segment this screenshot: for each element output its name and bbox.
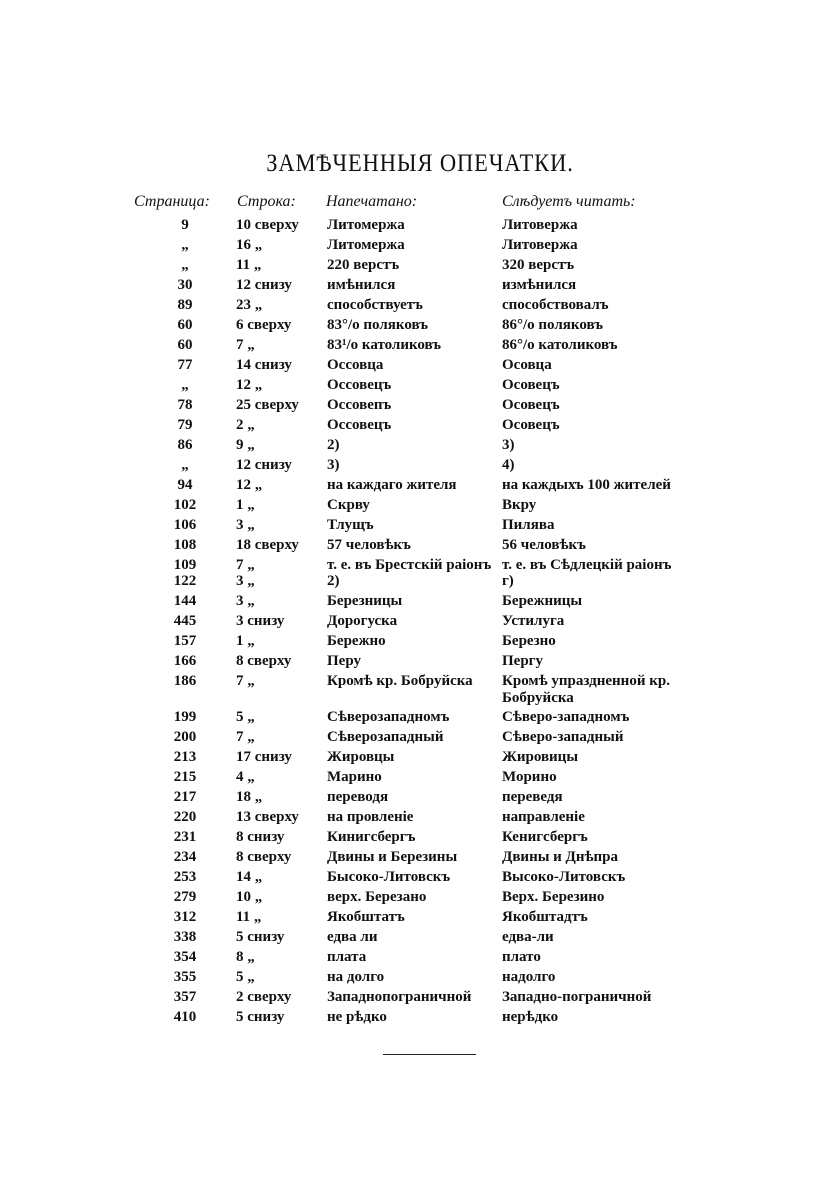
row-page: 109	[173, 557, 197, 573]
table-row	[0, 572, 840, 592]
row-page: 9	[181, 217, 189, 233]
table-row	[0, 456, 840, 476]
row-line: 2 „	[236, 417, 255, 433]
row-correct: Осовца	[502, 357, 552, 373]
row-page: 231	[173, 829, 197, 845]
row-page: 234	[173, 849, 197, 865]
row-printed: на каждаго жителя	[327, 477, 457, 493]
row-correct: направленіе	[502, 809, 585, 825]
row-printed: Березницы	[327, 593, 403, 609]
table-row	[0, 612, 840, 632]
row-correct: Сѣверо-западномъ	[502, 709, 630, 725]
row-printed: Сѣверозападномъ	[327, 709, 450, 725]
row-correct: нерѣдко	[502, 1009, 559, 1025]
row-page: 410	[173, 1009, 197, 1025]
row-printed: Двины и Березины	[327, 849, 458, 865]
table-row	[0, 516, 840, 536]
row-line: 17 снизу	[236, 749, 292, 765]
row-page: 200	[173, 729, 197, 745]
row-printed: Кромѣ кр. Бобруйска	[327, 673, 473, 689]
row-line: 8 снизу	[236, 829, 285, 845]
table-row	[0, 748, 840, 768]
table-row	[0, 316, 840, 336]
row-page: 122	[173, 573, 197, 589]
row-page: 106	[173, 517, 197, 533]
table-row	[0, 672, 840, 708]
row-page: 79	[177, 417, 193, 433]
table-row	[0, 536, 840, 556]
row-printed: Марино	[327, 769, 382, 785]
row-correct: Осовецъ	[502, 397, 560, 413]
table-row	[0, 988, 840, 1008]
row-line: 11 „	[236, 257, 262, 273]
row-printed: Кинигсбергъ	[327, 829, 416, 845]
row-page: 213	[173, 749, 197, 765]
row-correct: Березно	[502, 633, 556, 649]
row-correct: Осовецъ	[502, 417, 560, 433]
table-row	[0, 216, 840, 236]
row-correct: Устилуга	[502, 613, 565, 629]
row-correct: едва-ли	[502, 929, 554, 945]
row-correct: Морино	[502, 769, 557, 785]
row-correct: Якобштадтъ	[502, 909, 588, 925]
header-correct: Слѣдуетъ читать:	[502, 193, 636, 210]
row-line: 12 „	[236, 477, 263, 493]
row-line: 7 „	[236, 337, 255, 353]
row-page: 77	[177, 357, 193, 373]
row-correct: Высоко-Литовскъ	[502, 869, 626, 885]
row-page: 354	[173, 949, 197, 965]
table-row	[0, 848, 840, 868]
row-page: 166	[173, 653, 197, 669]
row-printed: Оссовепъ	[327, 397, 392, 413]
row-printed: Перу	[327, 653, 361, 669]
row-correct: надолго	[502, 969, 556, 985]
row-printed: Бережно	[327, 633, 386, 649]
table-row	[0, 556, 840, 572]
row-line: 14 „	[236, 869, 263, 885]
row-printed: 3)	[327, 457, 340, 473]
row-page: 89	[177, 297, 193, 313]
row-correct: Сѣверо-западный	[502, 729, 624, 745]
table-row	[0, 708, 840, 728]
row-page: 338	[173, 929, 197, 945]
table-row	[0, 356, 840, 376]
row-line: 18 „	[236, 789, 263, 805]
row-line: 7 „	[236, 729, 255, 745]
row-printed: плата	[327, 949, 367, 965]
row-correct: Осовецъ	[502, 377, 560, 393]
table-row	[0, 276, 840, 296]
row-correct: 56 человѣкъ	[502, 537, 586, 553]
row-printed: не рѣдко	[327, 1009, 387, 1025]
row-printed: 2)	[327, 573, 340, 589]
row-page: 217	[173, 789, 197, 805]
row-page: 144	[173, 593, 197, 609]
row-printed: т. е. въ Брестскiй раіонъ	[327, 557, 492, 573]
row-printed: Дорогуска	[327, 613, 398, 629]
row-line: 1 „	[236, 633, 255, 649]
row-line: 8 „	[236, 949, 255, 965]
row-printed: Скрву	[327, 497, 370, 513]
errata-table	[0, 216, 840, 1028]
row-correct: Литовержа	[502, 237, 578, 253]
row-correct: 4)	[502, 457, 515, 473]
row-page: 220	[173, 809, 197, 825]
table-row	[0, 828, 840, 848]
row-line: 1 „	[236, 497, 255, 513]
row-line: 12 снизу	[236, 457, 292, 473]
header-page: Страница:	[134, 193, 210, 210]
row-line: 18 сверху	[236, 537, 299, 553]
table-row	[0, 768, 840, 788]
row-line: 8 сверху	[236, 653, 292, 669]
table-row	[0, 868, 840, 888]
table-row	[0, 396, 840, 416]
row-printed: 220 верстъ	[327, 257, 400, 273]
row-correct: Верх. Березино	[502, 889, 605, 905]
row-line: 16 „	[236, 237, 263, 253]
row-printed: верх. Березано	[327, 889, 427, 905]
row-printed: 2)	[327, 437, 340, 453]
row-printed: Оссовца	[327, 357, 384, 373]
row-printed: имѣнился	[327, 277, 396, 293]
row-page: „	[181, 257, 189, 273]
row-line: 2 сверху	[236, 989, 292, 1005]
table-header	[0, 193, 840, 215]
table-row	[0, 436, 840, 456]
row-printed: Якобштатъ	[327, 909, 405, 925]
table-row	[0, 928, 840, 948]
row-correct: Бережницы	[502, 593, 583, 609]
table-row	[0, 968, 840, 988]
table-row	[0, 336, 840, 356]
row-line: 3 снизу	[236, 613, 285, 629]
table-row	[0, 592, 840, 612]
row-page: 199	[173, 709, 197, 725]
row-correct: 3)	[502, 437, 515, 453]
row-correct: 86°/о католиковъ	[502, 337, 618, 353]
row-correct: переведя	[502, 789, 563, 805]
row-printed: переводя	[327, 789, 389, 805]
row-line: 12 снизу	[236, 277, 292, 293]
row-page: 312	[173, 909, 197, 925]
row-page: 186	[173, 673, 197, 689]
row-page: 86	[177, 437, 193, 453]
table-row	[0, 256, 840, 276]
row-correct: 320 верстъ	[502, 257, 575, 273]
row-correct: Западно-пограничной	[502, 989, 652, 1005]
table-row	[0, 728, 840, 748]
row-printed: способствуетъ	[327, 297, 423, 313]
table-row	[0, 496, 840, 516]
row-correct: Двины и Днѣпра	[502, 849, 619, 865]
header-line: Строка:	[237, 193, 296, 210]
row-line: 14 снизу	[236, 357, 292, 373]
table-row	[0, 1008, 840, 1028]
row-page: 60	[177, 317, 193, 333]
row-page: „	[181, 377, 189, 393]
table-row	[0, 908, 840, 928]
row-page: 94	[177, 477, 193, 493]
row-printed: Жировцы	[327, 749, 395, 765]
table-row	[0, 416, 840, 436]
row-line: 25 сверху	[236, 397, 299, 413]
row-line: 4 „	[236, 769, 255, 785]
row-page: 102	[173, 497, 197, 513]
row-printed: едва ли	[327, 929, 378, 945]
row-printed: 57 человѣкъ	[327, 537, 411, 553]
row-page: 60	[177, 337, 193, 353]
row-correct: плато	[502, 949, 541, 965]
row-page: „	[181, 237, 189, 253]
row-correct: Жировицы	[502, 749, 579, 765]
row-line: 10 „	[236, 889, 263, 905]
row-correct: способствовалъ	[502, 297, 609, 313]
row-correct: Пергу	[502, 653, 543, 669]
table-row	[0, 236, 840, 256]
row-line: 5 снизу	[236, 929, 285, 945]
row-line: 6 сверху	[236, 317, 292, 333]
table-row	[0, 788, 840, 808]
table-row	[0, 376, 840, 396]
row-correct: 86°/о поляковъ	[502, 317, 603, 333]
row-correct: Пилява	[502, 517, 555, 533]
row-line: 5 „	[236, 969, 255, 985]
row-line: 5 „	[236, 709, 255, 725]
row-printed: на провленіе	[327, 809, 414, 825]
row-page: 355	[173, 969, 197, 985]
row-page: 157	[173, 633, 197, 649]
row-line: 7 „	[236, 673, 255, 689]
table-row	[0, 888, 840, 908]
row-page: 30	[177, 277, 193, 293]
row-printed: Западнопограничной	[327, 989, 472, 1005]
row-correct: измѣнился	[502, 277, 577, 293]
row-correct: Литовержа	[502, 217, 578, 233]
header-printed: Напечатано:	[326, 193, 418, 210]
row-line: 3 „	[236, 593, 255, 609]
row-line: 3 „	[236, 517, 255, 533]
row-page: 279	[173, 889, 197, 905]
row-line: 9 „	[236, 437, 255, 453]
row-page: 78	[177, 397, 193, 413]
row-correct: т. е. въ Сѣдлецкiй раіонъ	[502, 557, 672, 573]
row-printed: 83¹/о католиковъ	[327, 337, 442, 353]
row-line: 7 „	[236, 557, 255, 573]
row-line: 23 „	[236, 297, 263, 313]
table-row	[0, 652, 840, 672]
row-correct: г)	[502, 573, 514, 589]
table-row	[0, 808, 840, 828]
row-page: 108	[173, 537, 197, 553]
table-row	[0, 296, 840, 316]
row-printed: 83°/о поляковъ	[327, 317, 428, 333]
row-line: 10 сверху	[236, 217, 299, 233]
row-line: 11 „	[236, 909, 262, 925]
row-printed: Сѣверозападный	[327, 729, 444, 745]
row-correct: Вкру	[502, 497, 537, 513]
row-page: 357	[173, 989, 197, 1005]
row-page: 253	[173, 869, 197, 885]
row-printed: Оссовецъ	[327, 417, 392, 433]
table-row	[0, 476, 840, 496]
row-correct: Кенигсбергъ	[502, 829, 588, 845]
row-printed: Тлущъ	[327, 517, 374, 533]
row-printed: Оссовецъ	[327, 377, 392, 393]
row-line: 13 сверху	[236, 809, 299, 825]
row-line: 8 сверху	[236, 849, 292, 865]
row-line: 3 „	[236, 573, 255, 589]
row-printed: Литомержа	[327, 237, 405, 253]
row-line: 5 снизу	[236, 1009, 285, 1025]
page-title: ЗАМѢЧЕННЫЯ ОПЕЧАТКИ.	[266, 150, 574, 177]
table-row	[0, 948, 840, 968]
row-correct: Кромѣ упраздненной кр. Бобруйска	[502, 673, 670, 706]
row-printed: Литомержа	[327, 217, 405, 233]
row-printed: на долго	[327, 969, 385, 985]
row-page: 445	[173, 613, 197, 629]
row-line: 12 „	[236, 377, 263, 393]
closing-rule	[383, 1054, 476, 1055]
row-printed: Бысоко-Литовскъ	[327, 869, 451, 885]
row-page: „	[181, 457, 189, 473]
row-page: 215	[173, 769, 197, 785]
table-row	[0, 632, 840, 652]
row-correct: на каждыхъ 100 жителей	[502, 477, 671, 493]
